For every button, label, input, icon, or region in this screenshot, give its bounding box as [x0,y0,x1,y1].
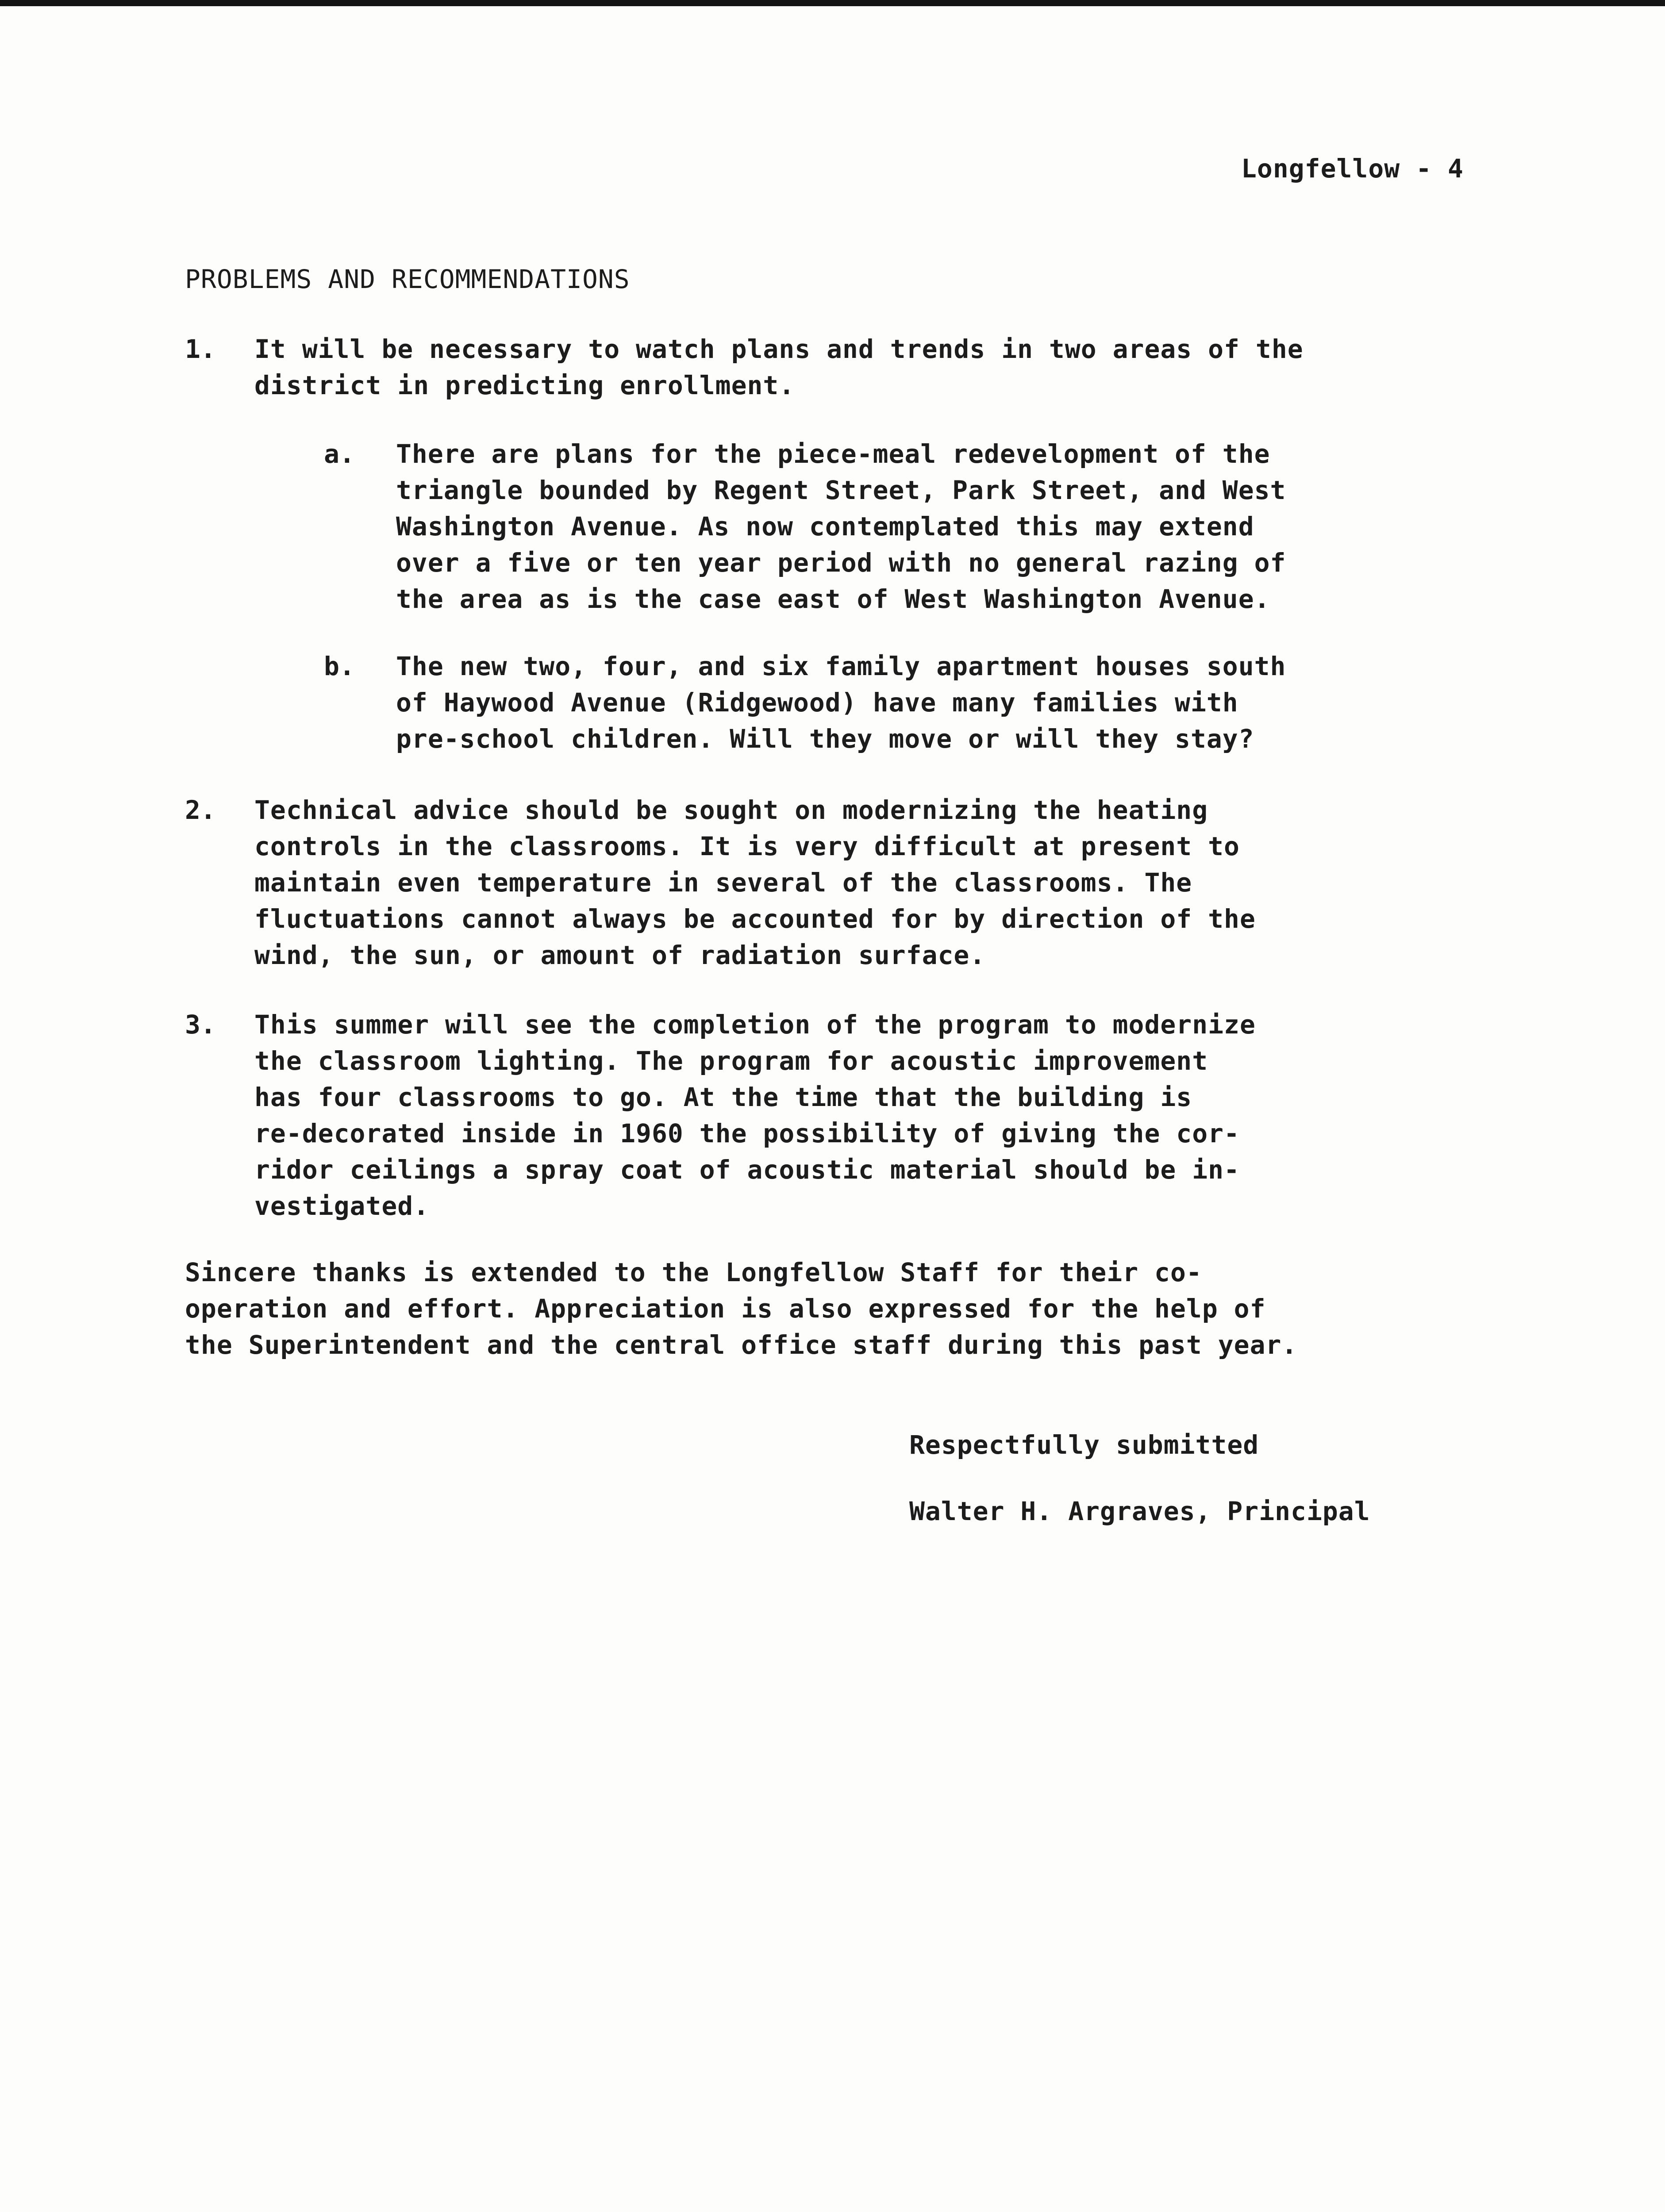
item-3-line-4: re-decorated inside in 1960 the possibility of giving the cor- [254,1118,1240,1148]
item-3-line-3: has four classrooms to go. At the time that the building is [254,1082,1192,1112]
item-1b-line-2: of Haywood Avenue (Ridgewood) have many families with [396,687,1238,718]
item-1b-letter: b. [324,651,355,681]
closing-line-3: the Superintendent and the central office staff during this past year. [185,1330,1298,1360]
item-1a-line-4: over a five or ten year period with no general razing of [396,548,1286,578]
item-2-number: 2. [185,795,216,825]
item-1a-line-1: There are plans for the piece-meal redevelopment of the [396,439,1270,469]
item-3-line-6: vestigated. [254,1191,430,1221]
closing-line-2: operation and effort. Appreciation is also expressed for the help of [185,1294,1266,1324]
item-1b-text [396,648,1286,757]
signoff: Respectfully submitted [909,1430,1259,1460]
item-1a-line-3: Washington Avenue. As now contemplated this may extend [396,511,1254,541]
item-1a-text [396,436,1286,617]
item-2-line-5: wind, the sun, or amount of radiation surface. [254,940,986,970]
signature: Walter H. Argraves, Principal [909,1496,1370,1526]
item-1-line-1: It will be necessary to watch plans and trends in two areas of the [254,334,1304,364]
page-header: Longfellow - 4 [1241,154,1464,184]
item-2-line-2: controls in the classrooms. It is very difficult at present to [254,831,1240,861]
item-1-number: 1. [185,334,216,364]
item-2-line-1: Technical advice should be sought on modernizing the heating [254,795,1208,825]
item-1b-line-3: pre-school children. Will they move or will they stay? [396,724,1254,754]
item-1a-line-5: the area as is the case east of West Washington Avenue. [396,584,1270,614]
closing-paragraph [185,1254,1297,1363]
item-1a-letter: a. [324,439,355,469]
item-3-line-1: This summer will see the completion of the program to modernize [254,1010,1256,1040]
item-2-line-4: fluctuations cannot always be accounted for by direction of the [254,904,1256,934]
item-1-line-2: district in predicting enrollment. [254,370,795,400]
item-3-line-2: the classroom lighting. The program for acoustic improvement [254,1046,1208,1076]
item-3-text [254,1006,1256,1224]
item-3-line-5: ridor ceilings a spray coat of acoustic material should be in- [254,1155,1240,1185]
item-3-number: 3. [185,1010,216,1040]
item-1-text [254,331,1304,403]
scan-top-edge [0,0,1665,6]
item-1a-line-2: triangle bounded by Regent Street, Park Street, and West [396,475,1286,505]
item-2-line-3: maintain even temperature in several of the classrooms. The [254,868,1192,898]
closing-line-1: Sincere thanks is extended to the Longfellow Staff for their co- [185,1257,1202,1287]
item-1b-line-1: The new two, four, and six family apartment houses south [396,651,1286,681]
item-2-text [254,792,1256,973]
section-title: PROBLEMS AND RECOMMENDATIONS [185,264,630,294]
